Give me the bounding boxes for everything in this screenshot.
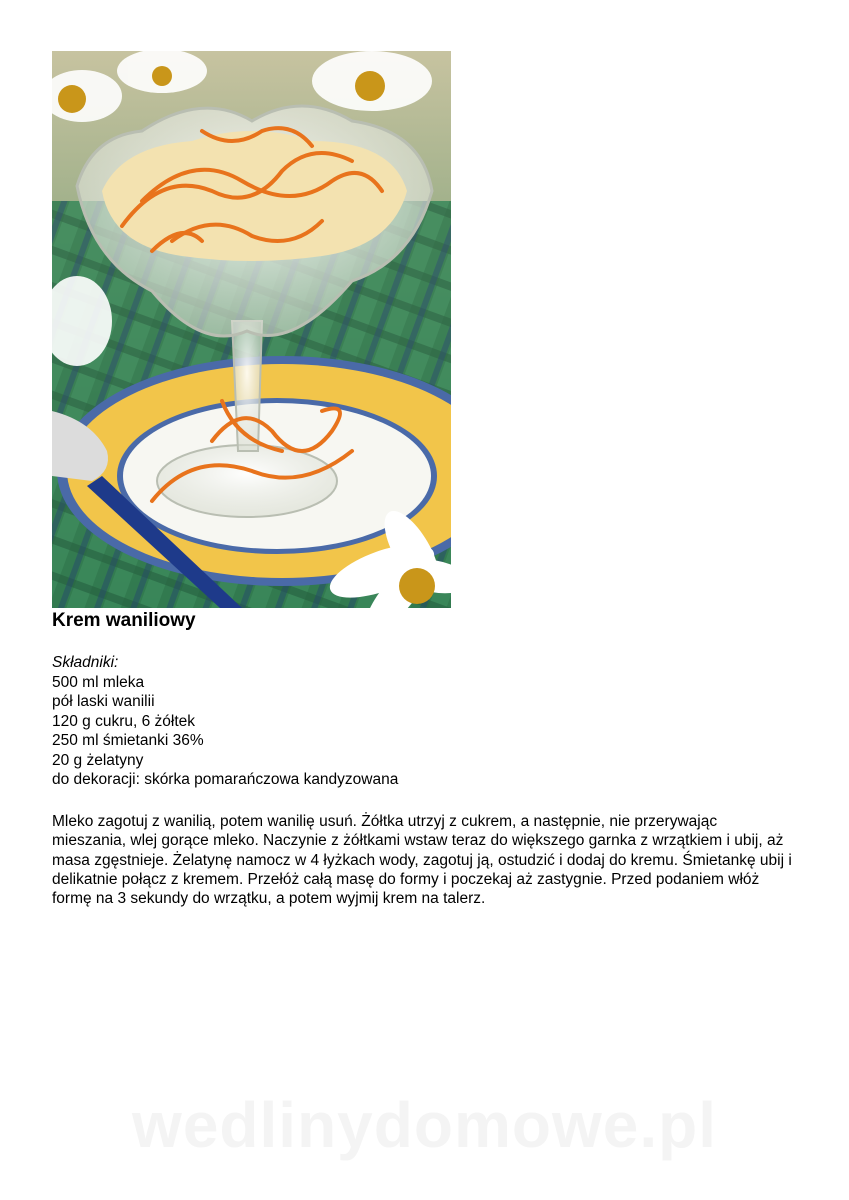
ingredient-item: pół laski wanilii xyxy=(52,693,155,710)
ingredient-item: do dekoracji: skórka pomarańczowa kandyzowana xyxy=(52,771,399,788)
ingredient-item: 500 ml mleka xyxy=(52,673,145,691)
recipe-title: Krem waniliowy xyxy=(52,610,196,631)
dessert-photo xyxy=(52,51,451,608)
ingredients-section xyxy=(52,653,398,790)
ingredients-label: Składniki: xyxy=(52,654,119,671)
watermark: wedlinydomowe.pl xyxy=(132,1089,717,1161)
ingredients-list xyxy=(52,673,398,790)
instructions-paragraph: Mleko zagotuj z wanilią, potem wanilię usuń. Żółtka utrzyj z cukrem, a następnie, nie przerywając mieszania, wlej gorące mleko. Naczynie z żółtkami wstaw teraz do większego garnka z wrzątkiem i ubij, aż masa zgęstnieje. Żelatynę namocz w 4 łyżkach wody, zagotuj ją, ostudzić i dodaj do kremu. Śmietankę ubij i delikatnie połącz z kremem. Przełóż całą masę do formy i poczekaj aż zastygnie. Przed podaniem włóż formę na 3 sekundy do wrzątku, a potem wyjmij krem na talerz. xyxy=(52,813,792,908)
ingredient-item: 120 g cukru, 6 żółtek xyxy=(52,712,196,730)
ingredient-item: 250 ml śmietanki 36% xyxy=(52,732,204,749)
ingredient-item: 20 g żelatyny xyxy=(52,751,144,769)
